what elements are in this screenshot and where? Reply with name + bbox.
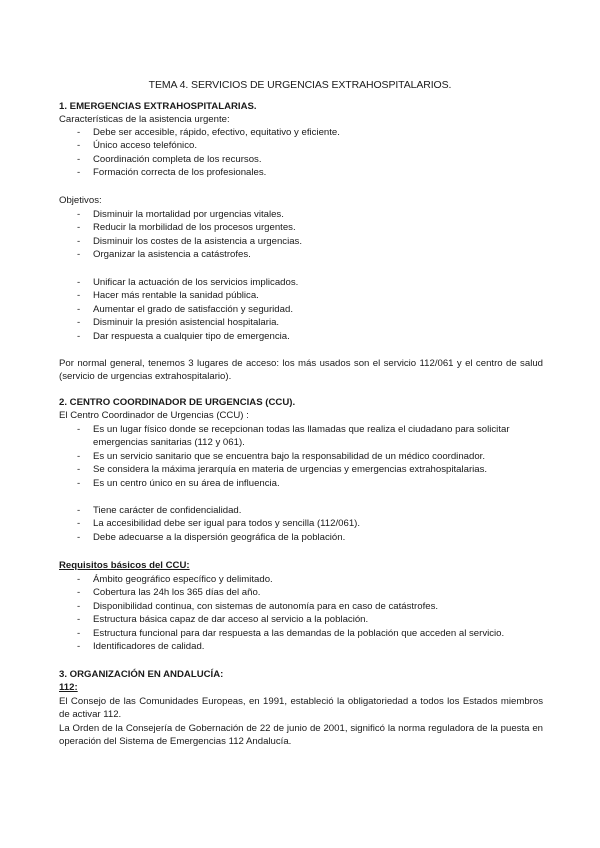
section-1-intro: Características de la asistencia urgente:	[59, 114, 230, 125]
section-3-paragraph-2: La Orden de la Consejería de Gobernación de 22 de junio de 2001, significó la norma reguladora de la puesta en operación del Sistema de Emergencias 112 Andalucía.	[59, 723, 543, 748]
section-3-subheading: 112:	[59, 682, 78, 693]
list-item-text: Único acceso telefónico.	[93, 140, 197, 152]
requirements-label: Requisitos básicos del CCU:	[59, 560, 190, 571]
bullet-dash: -	[77, 587, 81, 599]
list-item-text: Disminuir la mortalidad por urgencias vitales.	[93, 209, 284, 220]
bullet-dash: -	[77, 303, 81, 315]
list-item-text: La accesibilidad debe ser igual para todos y sencilla (112/061).	[93, 518, 361, 530]
bullet-dash: -	[77, 531, 81, 543]
bullet-dash: -	[77, 574, 81, 585]
list-item-text: Aumentar el grado de satisfacción y seguridad.	[93, 303, 293, 315]
list-item-text: Cobertura las 24h los 365 días del año.	[93, 587, 261, 599]
bullet-dash: -	[77, 167, 81, 179]
bullet-dash: -	[77, 249, 81, 261]
bullet-dash: -	[77, 464, 81, 476]
bullet-dash: -	[77, 277, 81, 288]
bullet-dash: -	[77, 330, 81, 342]
bullet-dash: -	[77, 505, 81, 516]
section-2-intro: El Centro Coordinador de Urgencias (CCU) :	[59, 410, 249, 421]
section-2-heading: 2. CENTRO COORDINADOR DE URGENCIAS (CCU).	[59, 397, 296, 408]
list-item-text: Es un lugar físico donde se recepcionan todas las llamadas que realiza el ciudadano para solicitar emergencias sanitarias (112 y 061).	[93, 424, 510, 449]
list-item-text: Unificar la actuación de los servicios implicados.	[93, 277, 299, 288]
list-item-text: Coordinación completa de los recursos.	[93, 153, 262, 165]
list-item-text: Formación correcta de los profesionales.	[93, 167, 267, 179]
bullet-dash: -	[77, 317, 81, 329]
bullet-dash: -	[77, 235, 81, 247]
list-item-text: Es un centro único en su área de influencia.	[93, 477, 280, 489]
bullet-dash: -	[77, 424, 81, 435]
list-item-text: Disponibilidad continua, con sistemas de autonomía para en caso de catástrofes.	[93, 600, 439, 612]
bullet-dash: -	[77, 477, 81, 489]
bullet-dash: -	[77, 290, 81, 302]
list-item-text: Hacer más rentable la sanidad pública.	[93, 290, 259, 302]
bullet-dash: -	[77, 209, 81, 220]
objectives-label: Objetivos:	[59, 195, 102, 206]
bullet-dash: -	[77, 127, 81, 138]
list-item-text: Reducir la morbilidad de los procesos urgentes.	[93, 222, 296, 234]
list-item-text: Ámbito geográfico específico y delimitado.	[93, 574, 273, 585]
section-3-heading: 3. ORGANIZACIÓN EN ANDALUCÍA:	[59, 669, 224, 680]
bullet-dash: -	[77, 640, 81, 652]
list-item-text: Tiene carácter de confidencialidad.	[93, 505, 242, 516]
access-paragraph: Por normal general, tenemos 3 lugares de acceso: los más usados son el servicio 112/061 y el centro de salud (servicio de urgencias extrahospitalario).	[59, 358, 543, 383]
section-3-paragraph-1: El Consejo de las Comunidades Europeas, en 1991, estableció la obligatoriedad a todos los Estados miembros de activar 112.	[59, 696, 543, 721]
list-item-text: Organizar la asistencia a catástrofes.	[93, 249, 251, 261]
list-item-text: Identificadores de calidad.	[93, 640, 205, 652]
list-item-text: Disminuir los costes de la asistencia a urgencias.	[93, 235, 303, 247]
list-item-text: Se considera la máxima jerarquía en materia de urgencias y emergencias extrahospitalarias.	[93, 464, 488, 476]
bullet-dash: -	[77, 153, 81, 165]
list-item-text: Debe ser accesible, rápido, efectivo, equitativo y eficiente.	[93, 127, 340, 138]
list-item-text: Estructura funcional para dar respuesta a las demandas de la población que acceden al servicio.	[93, 627, 505, 639]
bullet-dash: -	[77, 222, 81, 234]
bullet-dash: -	[77, 614, 81, 626]
list-item-text: Estructura básica capaz de dar acceso al servicio a la población.	[93, 614, 369, 626]
list-item-text: Disminuir la presión asistencial hospitalaria.	[93, 317, 280, 329]
document-title: TEMA 4. SERVICIOS DE URGENCIAS EXTRAHOSPITALARIOS.	[148, 79, 452, 91]
bullet-dash: -	[77, 600, 81, 612]
section-1-heading: 1. EMERGENCIAS EXTRAHOSPITALARIAS.	[59, 101, 257, 112]
bullet-dash: -	[77, 627, 81, 639]
list-item-text: Debe adecuarse a la dispersión geográfica de la población.	[93, 531, 346, 543]
list-item-text: Es un servicio sanitario que se encuentra bajo la responsabilidad de un médico coordinador.	[93, 450, 485, 462]
bullet-dash: -	[77, 140, 81, 152]
bullet-dash: -	[77, 518, 81, 530]
list-item-text: Dar respuesta a cualquier tipo de emergencia.	[93, 330, 290, 342]
bullet-dash: -	[77, 450, 81, 462]
